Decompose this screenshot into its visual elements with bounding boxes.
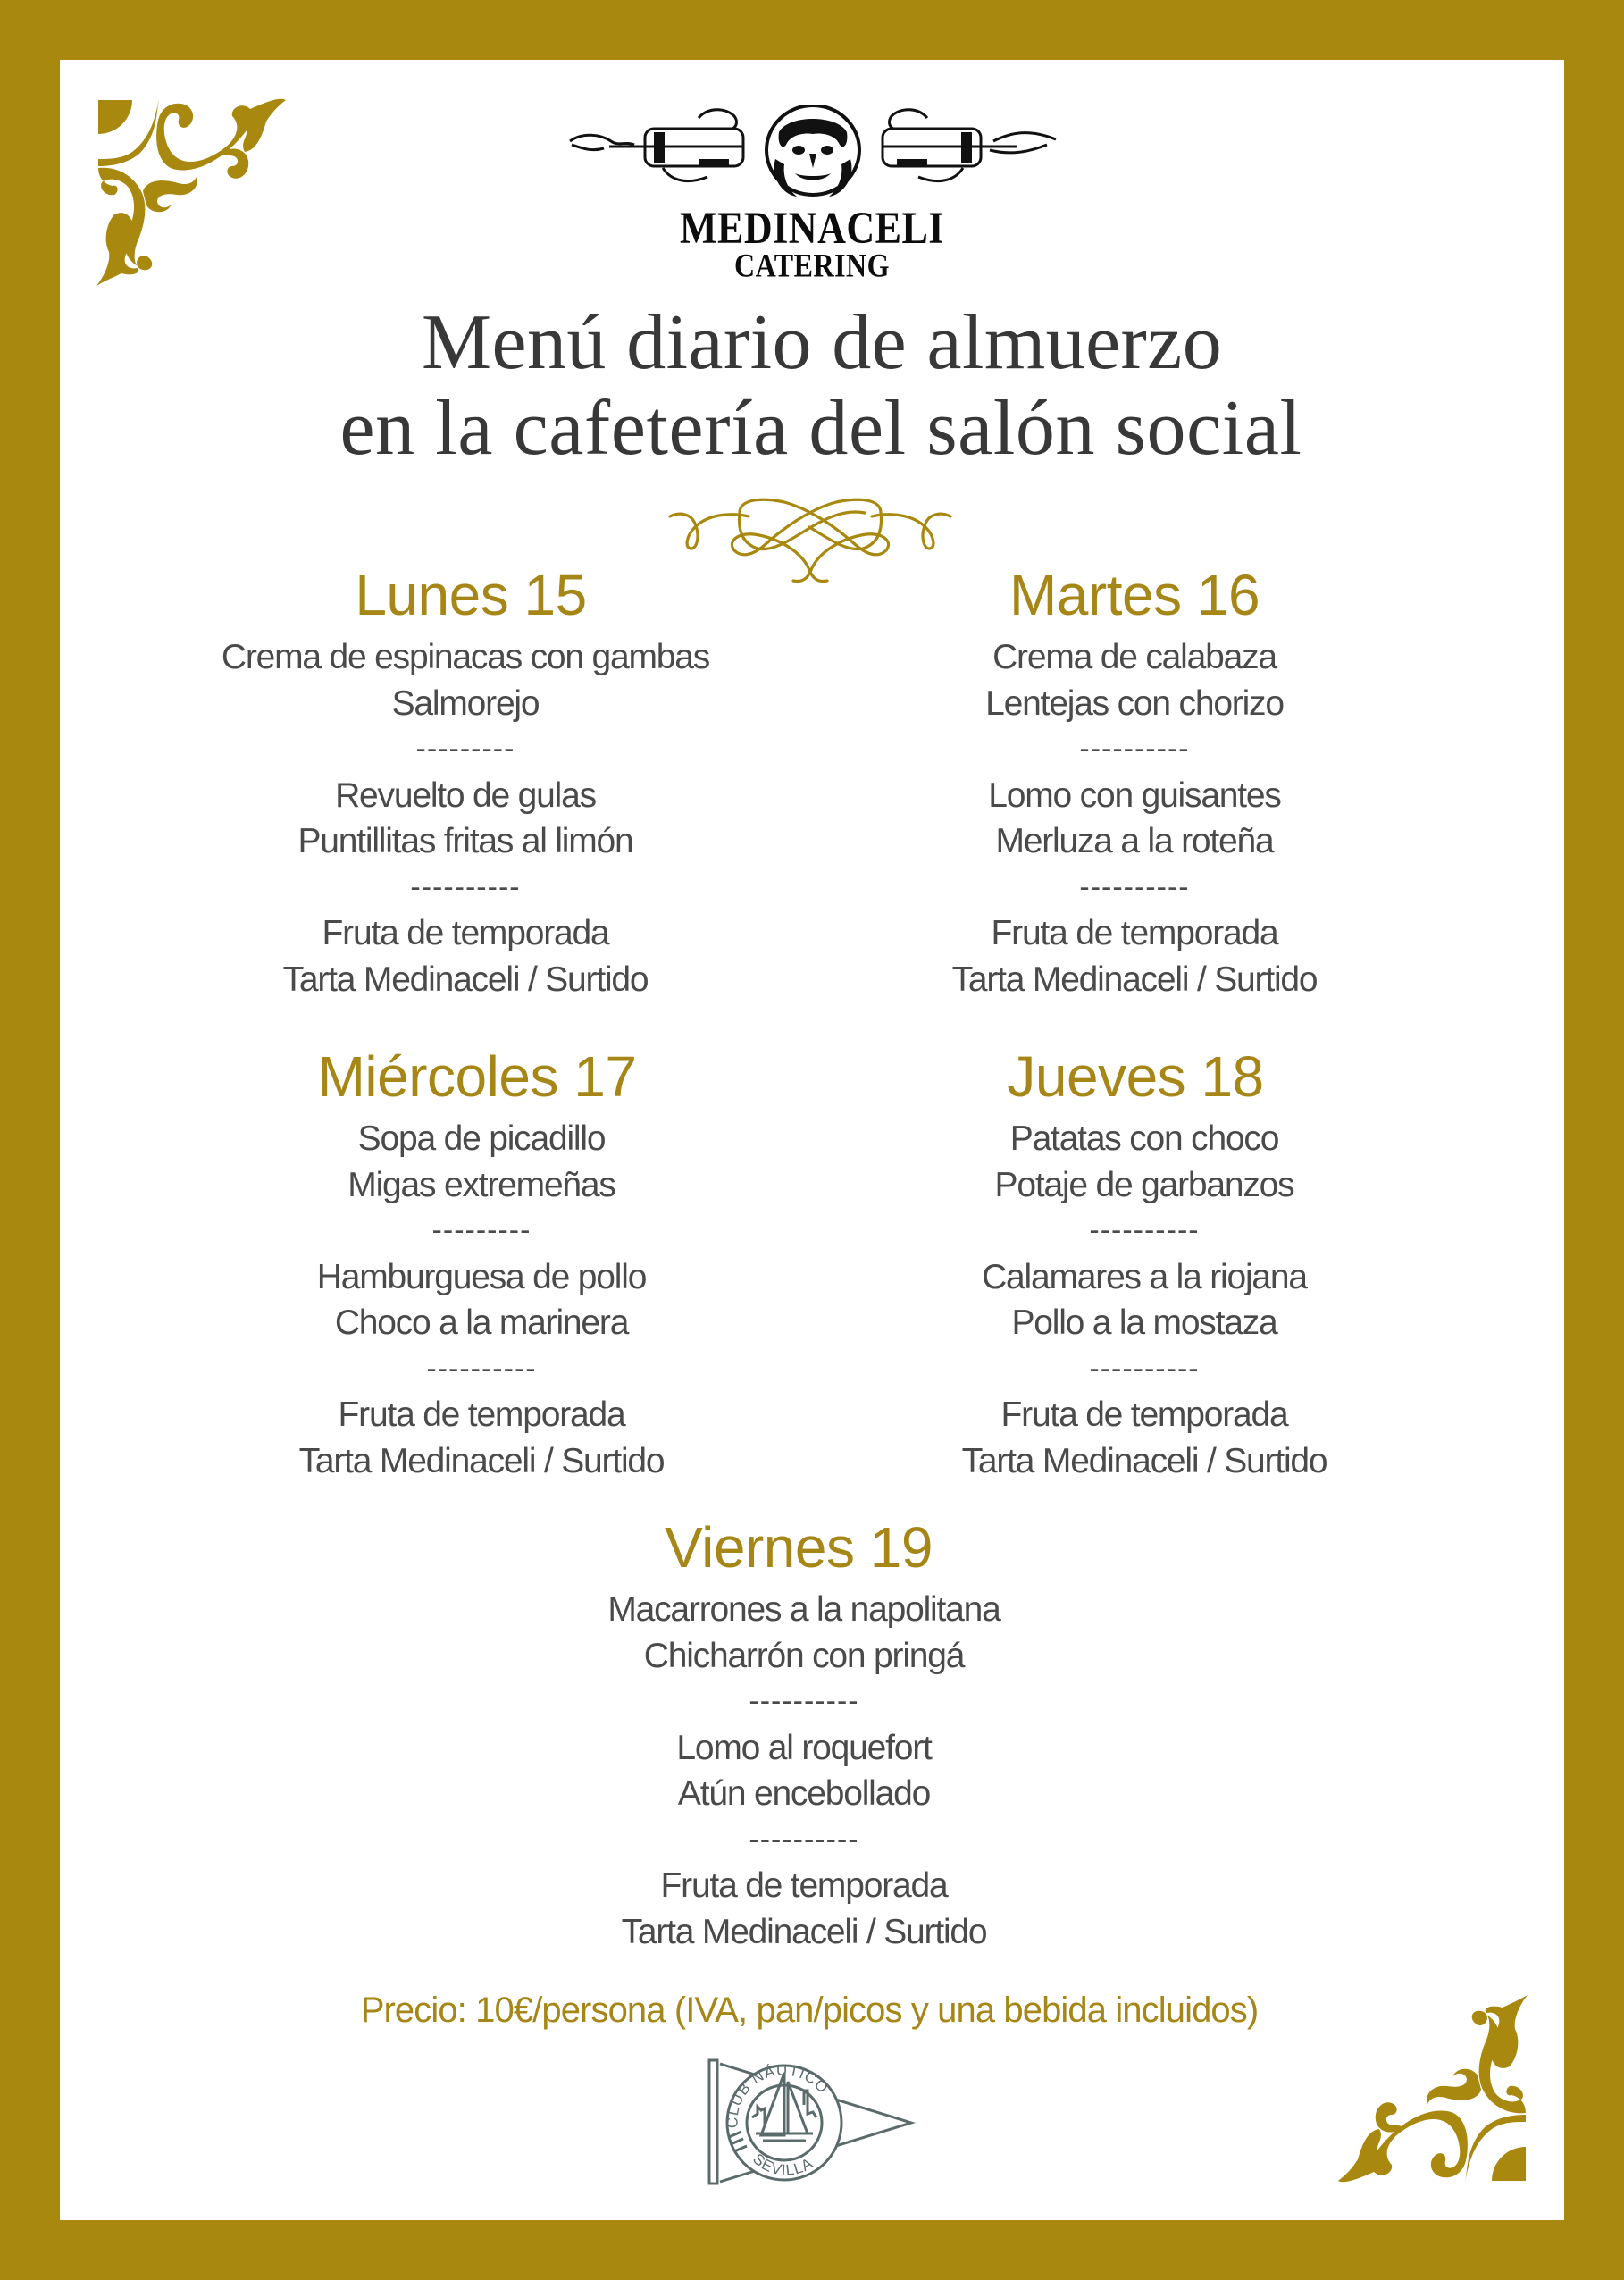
dish-item: Crema de calabaza: [992, 638, 1277, 676]
dish-item: Chicharrón con pringá: [643, 1636, 965, 1675]
club-name-top: CLUB NÁUTICO: [724, 2061, 833, 2129]
price-note: Precio: 10€/persona (IVA, pan/picos y una bebida incluidos): [360, 1991, 1259, 2030]
course-separator: ----------: [410, 869, 521, 904]
dish-item: Tarta Medinaceli / Surtido: [951, 960, 1318, 999]
dish-item: Sopa de picadillo: [357, 1119, 606, 1158]
course-separator: ---------: [415, 732, 515, 766]
dish-item: Patatas con choco: [1009, 1119, 1279, 1158]
dish-item: Revuelto de gulas: [335, 775, 596, 815]
corner-flourish-icon: [1335, 1991, 1528, 2183]
course-separator: ----------: [426, 1351, 537, 1386]
page-title-line-1: Menú diario de almuerzo: [421, 299, 1223, 386]
dish-item: Puntillitas fritas al limón: [297, 822, 633, 860]
dish-item: Fruta de temporada: [1000, 1396, 1288, 1434]
baroque-mask-emblem-icon: [565, 105, 1061, 199]
day-heading: Viernes 19: [665, 1515, 933, 1580]
course-separator: ----------: [749, 1822, 859, 1857]
course-separator: ----------: [1089, 1213, 1200, 1247]
dish-item: Fruta de temporada: [660, 1866, 948, 1905]
brand-subtitle: CATERING: [733, 247, 891, 284]
dish-item: Choco a la marinera: [334, 1303, 629, 1342]
dish-item: Fruta de temporada: [338, 1396, 625, 1434]
day-menu-miercoles: [213, 1044, 749, 1484]
dish-item: Migas extremeñas: [347, 1165, 615, 1204]
dish-item: Lentejas con chorizo: [985, 683, 1284, 723]
day-menu-viernes: [536, 1515, 1072, 1955]
day-heading: Miércoles 17: [317, 1044, 637, 1109]
dish-item: Tarta Medinaceli / Surtido: [298, 1441, 665, 1480]
dish-item: Tarta Medinaceli / Surtido: [621, 1912, 987, 1951]
dish-list: [536, 1587, 1072, 1955]
day-heading: Jueves 18: [1007, 1044, 1264, 1109]
dish-item: Crema de espinacas con gambas: [221, 638, 710, 676]
dish-item: Calamares a la riojana: [982, 1257, 1307, 1296]
day-menu-lunes: [197, 563, 733, 1002]
course-separator: ----------: [1079, 732, 1190, 766]
sailboat-pennant-icon: [702, 2055, 920, 2189]
dish-item: Atún encebollado: [677, 1774, 931, 1813]
club-name-bottom: SEVILLA: [749, 2150, 816, 2179]
dish-item: Lomo con guisantes: [988, 775, 1281, 815]
dish-item: Tarta Medinaceli / Surtido: [282, 960, 649, 999]
course-separator: ----------: [1079, 869, 1190, 904]
dish-list: [876, 1116, 1412, 1484]
dish-item: Lomo al roquefort: [676, 1728, 932, 1767]
dish-item: Fruta de temporada: [991, 914, 1278, 952]
day-menu-jueves: [876, 1044, 1412, 1484]
day-heading: Lunes 15: [355, 563, 587, 627]
dish-item: Pollo a la mostaza: [1011, 1303, 1277, 1342]
day-menu-martes: [866, 563, 1402, 1002]
dish-list: [197, 634, 733, 1002]
dish-item: Potaje de garbanzos: [994, 1165, 1294, 1204]
dish-item: Salmorejo: [391, 683, 540, 723]
course-separator: ----------: [749, 1684, 859, 1718]
dish-item: Merluza a la roteña: [995, 822, 1274, 860]
dish-item: Fruta de temporada: [322, 914, 609, 952]
dish-list: [213, 1116, 749, 1484]
day-heading: Martes 16: [1009, 563, 1260, 627]
dish-list: [866, 634, 1402, 1002]
course-separator: ----------: [1089, 1351, 1200, 1386]
dish-item: Macarrones a la napolitana: [607, 1590, 1000, 1629]
brand-name: MEDINACELI: [680, 203, 944, 254]
dish-item: Tarta Medinaceli / Surtido: [961, 1441, 1327, 1480]
page-title-line-2: en la cafetería del salón social: [339, 385, 1302, 472]
dish-item: Hamburguesa de pollo: [316, 1257, 647, 1296]
course-separator: ---------: [431, 1213, 532, 1247]
